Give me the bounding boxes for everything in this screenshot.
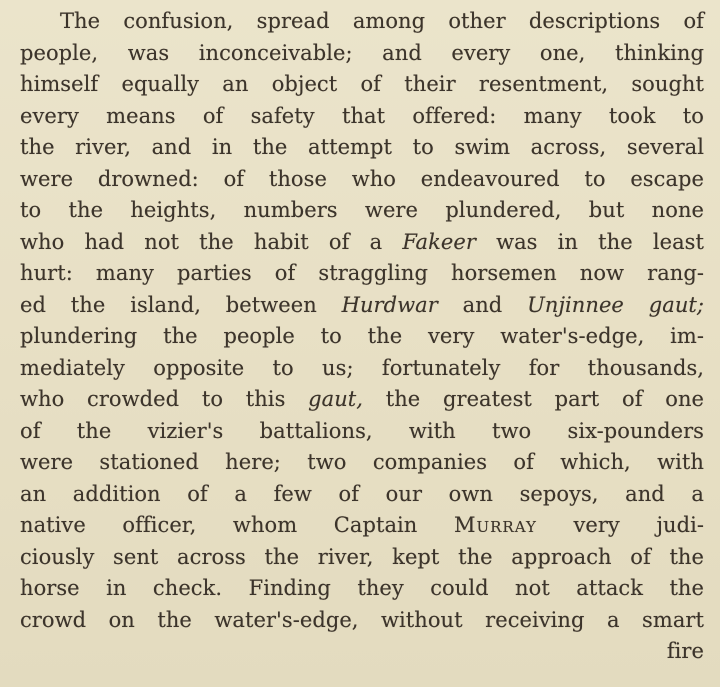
text-line-10-part-2: and [437, 292, 528, 317]
text-line-8-part-2: was in the least [475, 229, 704, 254]
text-line-10-part-1: ed the island, between [20, 292, 342, 317]
text-line-13-part-1: who crowded to this [20, 387, 309, 411]
text-line-14: of the vizier's battalions, with two six-pounders [20, 418, 704, 443]
text-line-6: were drowned: of those who endeavoured to escape [20, 166, 704, 191]
text-line-1: The confusion, spread among other descriptions of [60, 9, 704, 33]
text-line-3: himself equally an object of their resentment, sought [20, 72, 704, 96]
text-line-2: people, was inconceivable; and every one, thinking [20, 40, 704, 65]
text-line-12: mediately opposite to us; fortunately for thousands, [20, 355, 704, 380]
text-line-9: hurt: many parties of straggling horsemen now rang- [20, 261, 704, 285]
italic-term-fakeer: Fakeer [402, 229, 476, 254]
catchword: fire [666, 639, 704, 663]
text-line-20: crowd on the water's-edge, without receiving a smart [20, 607, 704, 632]
text-line-8 [20, 227, 704, 259]
text-line-19: horse in check. Finding they could not attack the [20, 576, 704, 600]
text-line-18: ciously sent across the river, kept the approach of the [20, 544, 704, 569]
text-line-7: to the heights, numbers were plundered, but none [20, 198, 704, 222]
text-line-11: plundering the people to the very water's-edge, im- [20, 324, 704, 348]
text-line-17-part-2: very judi- [536, 513, 704, 537]
text-line-5: the river, and in the attempt to swim across, several [20, 135, 704, 159]
italic-place-unjinnee-gaut: Unjinnee gaut; [527, 292, 705, 317]
text-line-17 [20, 510, 704, 542]
text-line-10 [20, 290, 704, 322]
page-paragraph [20, 6, 704, 668]
text-line-13 [20, 384, 704, 416]
text-line-15: were stationed here; two companies of which, with [20, 450, 704, 474]
text-line-4: every means of safety that offered: many took to [20, 103, 704, 128]
italic-place-hurdwar: Hurdwar [341, 292, 438, 317]
text-line-17-part-1: native officer, whom Captain [20, 513, 454, 537]
italic-term-gaut: gaut, [308, 387, 363, 411]
smallcaps-name-murray: Murray [453, 513, 537, 537]
text-line-16: an addition of a few of our own sepoys, and a [20, 481, 704, 506]
text-line-8-part-1: who had not the habit of a [20, 229, 403, 254]
text-line-13-part-2: the greatest part of one [363, 387, 704, 411]
